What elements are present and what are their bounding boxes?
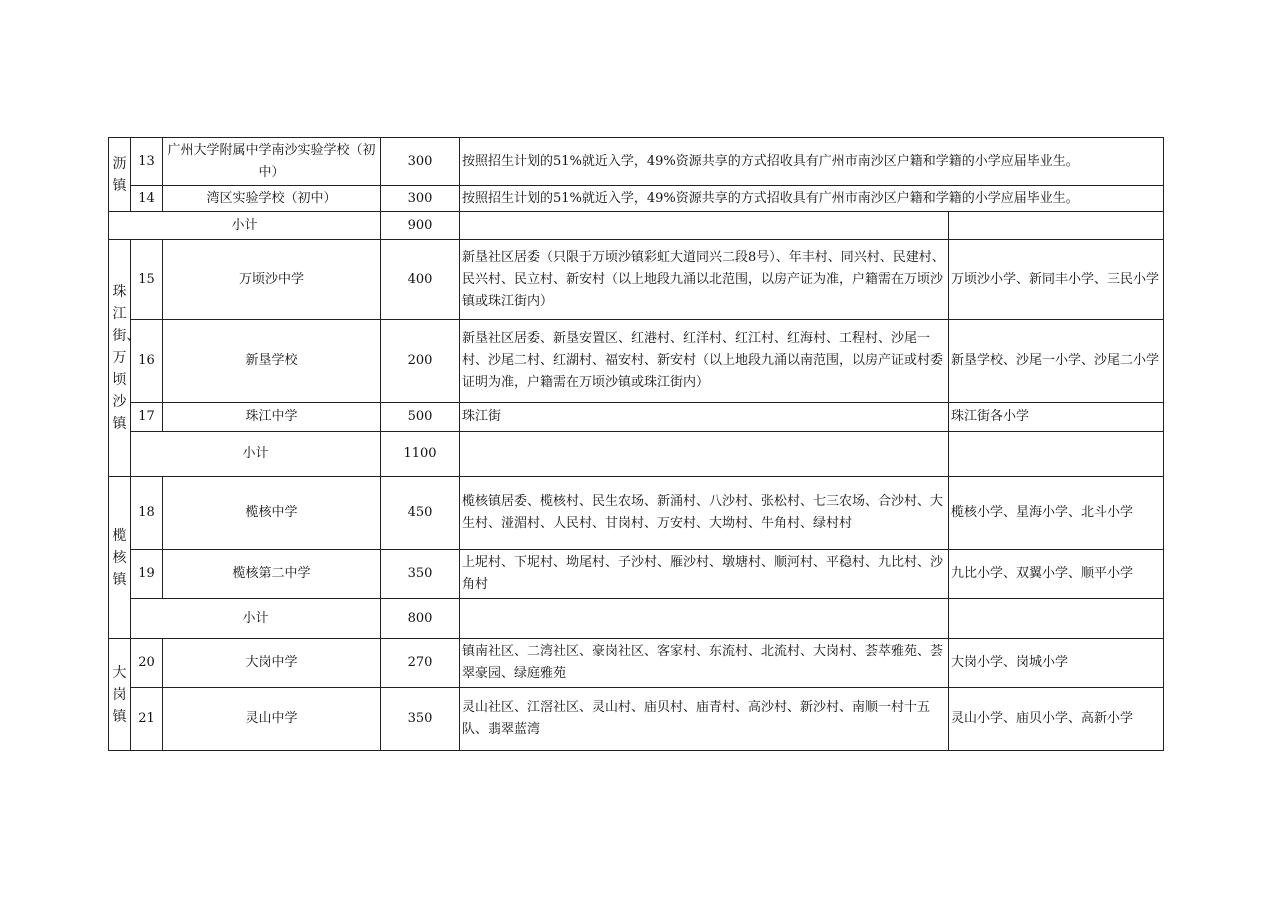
subtotal-count: 800 bbox=[381, 599, 460, 639]
school-name: 珠江中学 bbox=[163, 403, 381, 432]
town-cell bbox=[109, 477, 131, 639]
enrollment-area: 按照招生计划的51%就近入学，49%资源共享的方式招收具有广州市南沙区户籍和学籍的小学应届毕业生。 bbox=[460, 138, 1164, 186]
town-name: 大岗镇 bbox=[112, 664, 127, 725]
town-cell bbox=[109, 240, 141, 477]
feeder-primary-schools: 新垦学校、沙尾一小学、沙尾二小学 bbox=[949, 320, 1164, 403]
enrollment-count: 450 bbox=[381, 477, 460, 550]
empty-cell bbox=[949, 212, 1164, 240]
school-name: 万顷沙中学 bbox=[163, 240, 381, 320]
subtotal-count: 900 bbox=[381, 212, 460, 240]
enrollment-count: 500 bbox=[381, 403, 460, 432]
enrollment-count: 350 bbox=[381, 688, 460, 751]
subtotal-label: 小计 bbox=[131, 432, 381, 477]
enrollment-count: 300 bbox=[381, 138, 460, 186]
school-name: 大岗中学 bbox=[163, 639, 381, 688]
empty-cell bbox=[460, 212, 949, 240]
school-name: 榄核中学 bbox=[163, 477, 381, 550]
row-number: 21 bbox=[131, 688, 163, 751]
enrollment-area: 新垦社区居委、新垦安置区、红港村、红洋村、红江村、红海村、工程村、沙尾一村、沙尾二村、红湖村、福安村、新安村（以上地段九涌以南范围，以房产证或村委证明为准，户籍需在万顷沙镇或珠江街内） bbox=[460, 320, 949, 403]
table-row bbox=[109, 403, 1164, 432]
school-name: 新垦学校 bbox=[163, 320, 381, 403]
town-name: 珠江街、万顷沙镇 bbox=[112, 284, 141, 432]
table-row bbox=[109, 688, 1164, 751]
feeder-primary-schools: 珠江街各小学 bbox=[949, 403, 1164, 432]
subtotal-row bbox=[109, 212, 1164, 240]
feeder-primary-schools: 灵山小学、庙贝小学、高新小学 bbox=[949, 688, 1164, 751]
table-row bbox=[109, 477, 1164, 550]
enrollment-count: 200 bbox=[381, 320, 460, 403]
town-name: 沥镇 bbox=[112, 155, 127, 194]
feeder-primary-schools: 九比小学、双翼小学、顺平小学 bbox=[949, 550, 1164, 599]
table-row bbox=[109, 186, 1164, 212]
row-number: 14 bbox=[131, 186, 163, 212]
feeder-primary-schools: 大岗小学、岗城小学 bbox=[949, 639, 1164, 688]
subtotal-count: 1100 bbox=[381, 432, 460, 477]
row-number: 13 bbox=[131, 138, 163, 186]
row-number: 18 bbox=[131, 477, 163, 550]
enrollment-area: 灵山社区、江滘社区、灵山村、庙贝村、庙青村、高沙村、新沙村、南顺一村十五队、翡翠蓝湾 bbox=[460, 688, 949, 751]
town-cell bbox=[109, 639, 131, 751]
row-number: 19 bbox=[131, 550, 163, 599]
enrollment-area: 镇南社区、二湾社区、豪岗社区、客家村、东流村、北流村、大岗村、荟萃雅苑、荟翠豪园、绿庭雅苑 bbox=[460, 639, 949, 688]
school-name: 湾区实验学校（初中） bbox=[163, 186, 381, 212]
enrollment-count: 350 bbox=[381, 550, 460, 599]
enrollment-count: 400 bbox=[381, 240, 460, 320]
empty-cell bbox=[460, 432, 949, 477]
row-number: 17 bbox=[131, 403, 163, 432]
enrollment-count: 300 bbox=[381, 186, 460, 212]
empty-cell bbox=[949, 432, 1164, 477]
row-number: 16 bbox=[131, 320, 163, 403]
feeder-primary-schools: 万顷沙小学、新同丰小学、三民小学 bbox=[949, 240, 1164, 320]
row-number: 20 bbox=[131, 639, 163, 688]
school-name: 广州大学附属中学南沙实验学校（初中） bbox=[163, 138, 381, 186]
empty-cell bbox=[460, 599, 949, 639]
enrollment-area: 上坭村、下坭村、坳尾村、子沙村、雁沙村、墩塘村、顺河村、平稳村、九比村、沙角村 bbox=[460, 550, 949, 599]
town-cell bbox=[109, 138, 131, 212]
row-number: 15 bbox=[131, 240, 163, 320]
subtotal-row bbox=[109, 432, 1164, 477]
town-name: 榄核镇 bbox=[112, 527, 127, 588]
school-name: 榄核第二中学 bbox=[163, 550, 381, 599]
table-row bbox=[109, 639, 1164, 688]
empty-cell bbox=[949, 599, 1164, 639]
table-row bbox=[109, 550, 1164, 599]
enrollment-area: 新垦社区居委（只限于万顷沙镇彩虹大道同兴二段8号）、年丰村、同兴村、民建村、民兴村、民立村、新安村（以上地段九涌以北范围，以房产证为准，户籍需在万顷沙镇或珠江街内） bbox=[460, 240, 949, 320]
subtotal-label: 小计 bbox=[109, 212, 381, 240]
enrollment-area: 按照招生计划的51%就近入学，49%资源共享的方式招收具有广州市南沙区户籍和学籍的小学应届毕业生。 bbox=[460, 186, 1164, 212]
school-name: 灵山中学 bbox=[163, 688, 381, 751]
table-row bbox=[109, 240, 1164, 320]
subtotal-row bbox=[109, 599, 1164, 639]
subtotal-label: 小计 bbox=[131, 599, 381, 639]
enrollment-count: 270 bbox=[381, 639, 460, 688]
enrollment-table bbox=[108, 137, 1164, 751]
enrollment-area: 珠江街 bbox=[460, 403, 949, 432]
feeder-primary-schools: 榄核小学、星海小学、北斗小学 bbox=[949, 477, 1164, 550]
table-row bbox=[109, 138, 1164, 186]
table-row bbox=[109, 320, 1164, 403]
enrollment-area: 榄核镇居委、榄核村、民生农场、新涌村、八沙村、张松村、七三农场、合沙村、大生村、湴湄村、人民村、甘岗村、万安村、大坳村、牛角村、绿村村 bbox=[460, 477, 949, 550]
